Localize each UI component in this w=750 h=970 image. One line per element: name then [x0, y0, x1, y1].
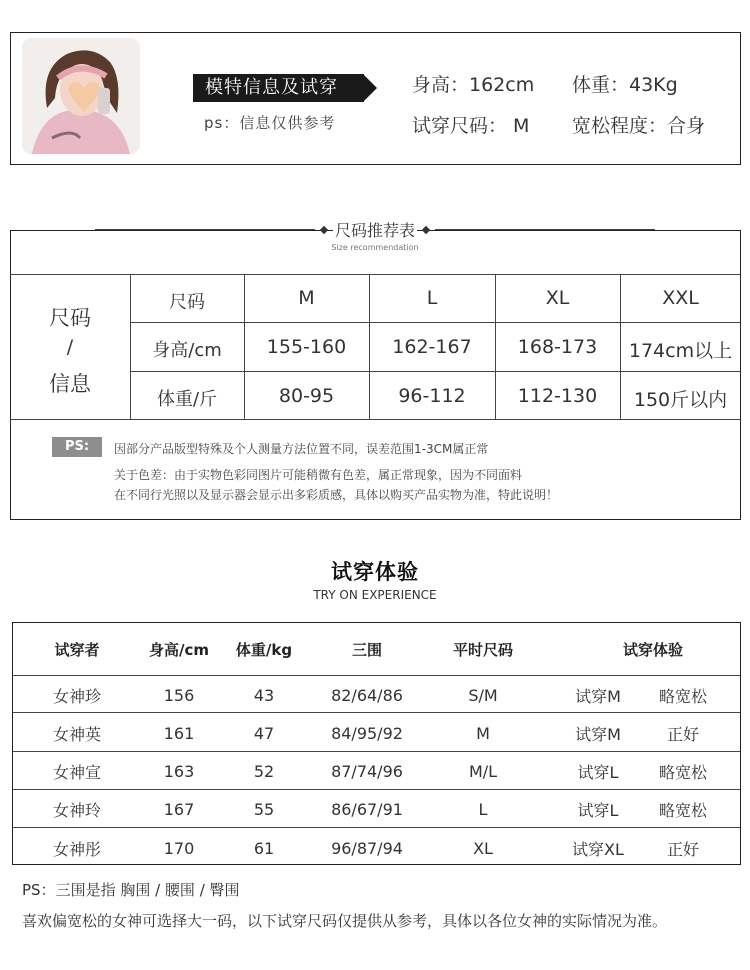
table-row-fit: 略宽松 [658, 801, 707, 820]
experience-subtitle: TRY ON EXPERIENCE [313, 588, 437, 602]
model-height: 身高：162cm [412, 74, 535, 96]
exp-head-weight: 体重/kg [235, 641, 293, 659]
table-row-usual-size: L [478, 800, 488, 819]
table-row-tester: 女神彤 [52, 840, 101, 859]
table-row-fit: 正好 [666, 725, 699, 744]
table-row-measure: 84/95/92 [331, 724, 403, 743]
table-row-tester: 女神玲 [52, 801, 101, 820]
model-info-note: ps：信息仅供参考 [204, 114, 336, 132]
table-row-height: 156 [163, 686, 195, 705]
size-cell: 155-160 [266, 336, 347, 358]
size-row-height-label: 身高/cm [152, 340, 222, 361]
sizing-advice-note: 喜欢偏宽松的女神可选择大一码，以下试穿尺码仅提供从参考，具体以各位女神的实际情况为准。 [22, 912, 668, 930]
exp-head-experience: 试穿体验 [622, 641, 683, 659]
heading-line-right [435, 229, 655, 230]
size-row-header-info: 信息 [49, 372, 91, 396]
experience-title: 试穿体验 [331, 560, 419, 584]
table-row-tester: 女神珍 [52, 687, 101, 706]
table-row-usual-size: XL [473, 839, 493, 858]
table-row-usual-size: M [476, 724, 490, 743]
table-row-weight: 61 [253, 839, 275, 858]
table-row-measure: 96/87/94 [331, 839, 403, 858]
table-row-weight: 43 [253, 686, 275, 705]
model-weight: 体重：43Kg [572, 74, 678, 96]
size-cell: 162-167 [392, 336, 472, 358]
size-col-xxl: XXL [662, 287, 699, 309]
diamond-icon [422, 225, 430, 233]
table-row-height: 161 [163, 724, 195, 743]
table-row-height: 163 [163, 762, 195, 781]
exp-head-measure: 三围 [351, 641, 382, 659]
size-row-weight-label: 体重/斤 [156, 389, 218, 410]
size-cell: 150斤以内 [633, 389, 728, 411]
table-row-measure: 82/64/86 [331, 686, 403, 705]
table-row-try-size: 试穿L [577, 763, 619, 782]
size-table [10, 274, 741, 420]
table-row-measure: 86/67/91 [331, 800, 403, 819]
ps-line: 在不同行光照以及显示器会显示出多彩质感，具体以购买产品实物为准，特此说明！ [114, 488, 559, 502]
model-try-size: 试穿尺码： M [412, 115, 530, 137]
table-row-try-size: 试穿M [575, 725, 621, 744]
ps-tag: PS: [52, 437, 102, 457]
table-row-measure: 87/74/96 [331, 762, 403, 781]
experience-table [12, 622, 741, 865]
diamond-icon [320, 225, 328, 233]
table-row-weight: 47 [253, 724, 275, 743]
table-row-try-size: 试穿L [577, 801, 619, 820]
table-row-weight: 52 [253, 762, 275, 781]
exp-head-height: 身高/cm [148, 641, 209, 659]
table-row-fit: 正好 [666, 840, 699, 859]
size-cell: 168-173 [517, 336, 598, 358]
size-table-subtitle: Size recommendation [331, 243, 419, 252]
model-info-badge: 模特信息及试穿 [193, 74, 364, 102]
size-cell: 96-112 [398, 385, 466, 407]
size-col-xl: XL [545, 287, 570, 309]
model-photo [22, 38, 140, 154]
table-row-height: 170 [163, 839, 195, 858]
ps-line: 因部分产品版型特殊及个人测量方法位置不同，误差范围1-3CM属正常 [114, 442, 489, 456]
table-row-weight: 55 [253, 800, 275, 819]
size-cell: 80-95 [278, 385, 335, 407]
ps-line: 关于色差：由于实物色彩同图片可能稍微有色差，属正常现象，因为不同面料 [114, 468, 523, 482]
exp-head-usual-size: 平时尺码 [452, 641, 513, 659]
model-fit: 宽松程度：合身 [572, 115, 706, 137]
size-table-title: 尺码推荐表 [333, 218, 417, 241]
size-col-label: 尺码 [169, 292, 205, 313]
table-row-tester: 女神英 [52, 725, 101, 744]
exp-head-tester: 试穿者 [54, 641, 100, 659]
table-row-usual-size: S/M [468, 686, 498, 705]
size-cell: 174cm以上 [628, 340, 733, 362]
size-row-header: 尺码 [49, 306, 91, 330]
size-table-heading [0, 218, 750, 252]
measurement-note: PS：三围是指 胸围 / 腰围 / 臀围 [22, 881, 240, 899]
table-row-fit: 略宽松 [658, 687, 707, 706]
size-cell: 112-130 [517, 385, 598, 407]
table-row-height: 167 [163, 800, 195, 819]
table-row-usual-size: M/L [468, 762, 498, 781]
table-row-try-size: 试穿M [575, 687, 621, 706]
size-col-l: L [426, 287, 438, 309]
table-row-tester: 女神宣 [52, 763, 101, 782]
size-row-header-slash: / [66, 336, 74, 358]
heading-line-left [95, 229, 315, 230]
table-row-try-size: 试穿XL [572, 840, 624, 859]
table-row-fit: 略宽松 [658, 763, 707, 782]
size-col-m: M [298, 287, 315, 309]
